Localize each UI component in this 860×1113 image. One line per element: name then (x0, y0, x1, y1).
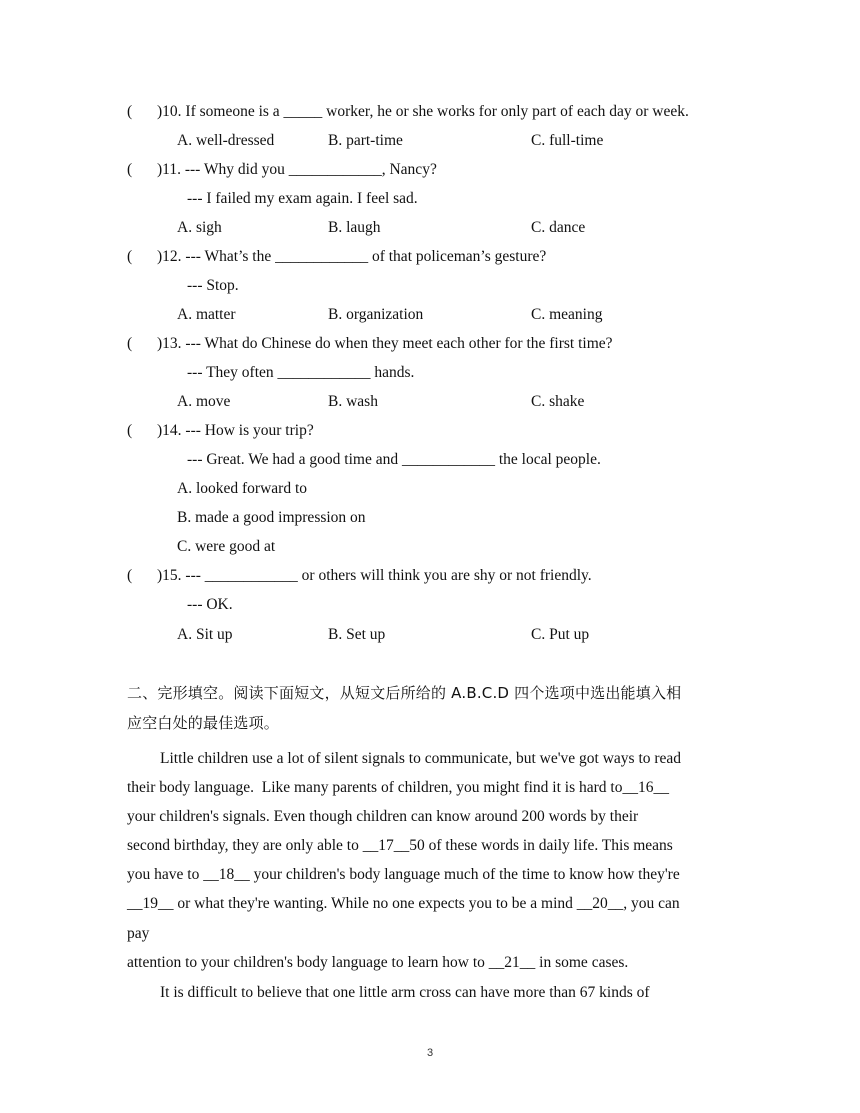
answer-paren: ( (127, 567, 133, 584)
question-13 (157, 336, 613, 352)
paren-close: ) (157, 335, 163, 352)
dialogue-reply: --- Stop. (187, 277, 239, 294)
question-text: 11. --- Why did you ____________, Nancy? (162, 161, 437, 178)
passage-line: Little children use a lot of silent signals to communicate, but we've got ways to read (160, 750, 682, 767)
option-c: C. shake (531, 393, 585, 410)
option-c: C. meaning (531, 306, 603, 323)
paren-close: ) (157, 248, 163, 265)
passage-line: attention to your children's body language to learn how to __21__ in some cases. (127, 954, 629, 971)
passage-line: you have to __18__ your children's body language much of the time to know how they're (127, 866, 680, 883)
option-b: B. Set up (328, 626, 386, 643)
section-heading-cont: 应空白处的最佳选项。 (127, 714, 280, 732)
option-c: C. Put up (531, 626, 590, 643)
paren-close: ) (157, 103, 163, 120)
question-11 (157, 162, 437, 178)
option-b: B. made a good impression on (177, 509, 366, 526)
passage-line: your children's signals. Even though children can know around 200 words by their (127, 808, 639, 825)
passage-line: second birthday, they are only able to __17__50 of these words in daily life. This means (127, 837, 673, 854)
option-b: B. wash (328, 393, 378, 410)
option-b: B. laugh (328, 219, 381, 236)
question-text: 15. --- ____________ or others will think you are shy or not friendly. (162, 567, 592, 584)
answer-paren: ( (127, 422, 133, 439)
question-12 (157, 249, 546, 265)
answer-paren: ( (127, 335, 133, 352)
option-c: C. full-time (531, 132, 604, 149)
answer-paren: ( (127, 103, 133, 120)
answer-paren: ( (127, 161, 133, 178)
question-text: 10. If someone is a _____ worker, he or she works for only part of each day or week. (162, 103, 689, 120)
page-number: 3 (426, 1047, 434, 1059)
question-10 (157, 104, 689, 120)
option-a: A. move (177, 393, 231, 410)
option-a: A. looked forward to (177, 480, 307, 497)
question-15 (157, 568, 592, 584)
option-a: A. sigh (177, 219, 222, 236)
option-a: A. Sit up (177, 626, 233, 643)
option-a: A. matter (177, 306, 236, 323)
question-text: 13. --- What do Chinese do when they meet each other for the first time? (162, 335, 613, 352)
option-a: A. well-dressed (177, 132, 275, 149)
option-c: C. dance (531, 219, 586, 236)
dialogue-reply: --- They often ____________ hands. (187, 364, 415, 381)
question-text: 12. --- What’s the ____________ of that policeman’s gesture? (162, 248, 547, 265)
option-c: C. were good at (177, 538, 276, 555)
paren-close: ) (157, 161, 163, 178)
passage-line: their body language. Like many parents of children, you might find it is hard to__16__ (127, 779, 669, 796)
question-14 (157, 423, 314, 439)
question-text: 14. --- How is your trip? (162, 422, 314, 439)
option-b: B. organization (328, 306, 424, 323)
dialogue-reply: --- I failed my exam again. I feel sad. (187, 190, 418, 207)
option-b: B. part-time (328, 132, 403, 149)
section-heading: 二、完形填空。阅读下面短文，从短文后所给的 A.B.C.D 四个选项中选出能填入相 (127, 684, 682, 702)
dialogue-reply: --- OK. (187, 596, 233, 613)
passage-line: pay (127, 925, 150, 942)
dialogue-reply: --- Great. We had a good time and ____________ the local people. (187, 451, 601, 468)
answer-paren: ( (127, 248, 133, 265)
paren-close: ) (157, 422, 163, 439)
paren-close: ) (157, 567, 163, 584)
passage-line: It is difficult to believe that one little arm cross can have more than 67 kinds of (160, 984, 650, 1001)
passage-line: __19__ or what they're wanting. While no one expects you to be a mind __20__, you can (127, 895, 680, 912)
